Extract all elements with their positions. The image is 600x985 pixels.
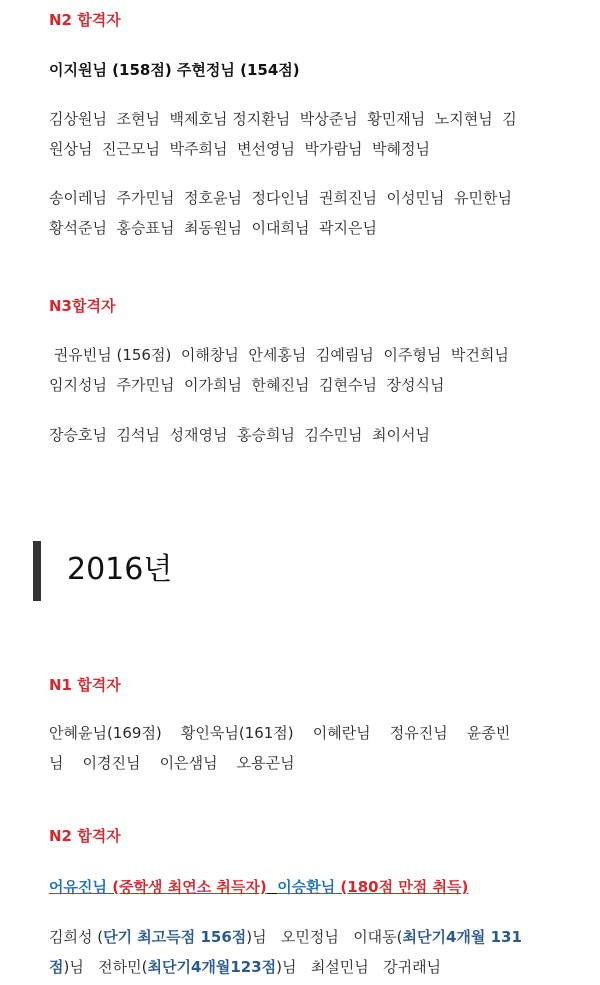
n2-2016-l2-a: 점	[49, 958, 64, 976]
n2-group2-line1: 송이레님 주가민님 정호윤님 정다인님 권희진님 이성민님 유민한님	[49, 189, 512, 207]
n1-2016-list	[49, 718, 579, 778]
n2-2016-l2-c: 최단기4개월123점	[147, 958, 277, 976]
n2-2016-list	[49, 922, 579, 982]
n2-2016-l1-a: 김희성 (	[49, 928, 104, 946]
n2-2016-l1-c: )님 오민정님 이대동(	[246, 928, 403, 946]
n3-heading: N3합격자	[49, 297, 116, 315]
n1-2016-line1: 안혜윤님(169점) 황인욱님(161점) 이혜란님 정유진님 윤종빈	[49, 724, 511, 742]
special-name-link-1[interactable]: 어유진님	[49, 878, 107, 896]
n2-group2	[49, 183, 579, 243]
n2-group1-line2: 원상님 진근모님 박주희님 변선영님 박가람님 박혜정님	[49, 140, 430, 158]
n2-2016-l2-b: )님 전하민(	[63, 958, 148, 976]
n2-2016-heading: N2 합격자	[49, 827, 121, 845]
year-heading: 2016년	[67, 552, 173, 587]
special-note-2: (180점 만점 취득)	[335, 878, 469, 896]
n2-2016-l1-b: 단기 최고득점 156점	[103, 928, 247, 946]
n2-group2-line2: 황석준님 홍승표님 최동원님 이대희님 곽지은님	[49, 219, 377, 237]
n1-2016-line2: 님 이경진님 이은샘님 오용곤님	[49, 754, 295, 772]
n2-2016-l2-d: )님 최설민님 강귀래님	[276, 958, 442, 976]
n2-top-scorers: 이지원님 (158점) 주현정님 (154점)	[49, 61, 300, 79]
n3-group2	[49, 420, 579, 450]
n2-group1-line1: 김상원님 조현님 백제호님 정지환님 박상준님 황민재님 노지현님 김	[49, 110, 517, 128]
special-name-link-2[interactable]: 이승환님	[277, 878, 336, 896]
n1-2016-heading: N1 합격자	[49, 676, 121, 694]
year-heading-bar	[33, 541, 41, 601]
n3-group1	[49, 340, 579, 400]
n3-group2-line1: 장승호님 김석님 성재영님 홍승희님 김수민님 최이서님	[49, 426, 430, 444]
n2-2016-l1-d: 최단기4개월 131	[402, 928, 522, 946]
n2-2016-special	[49, 872, 579, 902]
n3-group1-line1: 권유빈님 (156점) 이해창님 안세홍님 김예림님 이주형님 박건희님	[49, 346, 509, 364]
n3-group1-line2: 임지성님 주가민님 이가희님 한혜진님 김현수님 장성식님	[49, 376, 445, 394]
n2-heading: N2 합격자	[49, 11, 121, 29]
special-note-1: (중학생 최연소 취득자)	[106, 878, 267, 896]
n2-group1	[49, 104, 579, 164]
